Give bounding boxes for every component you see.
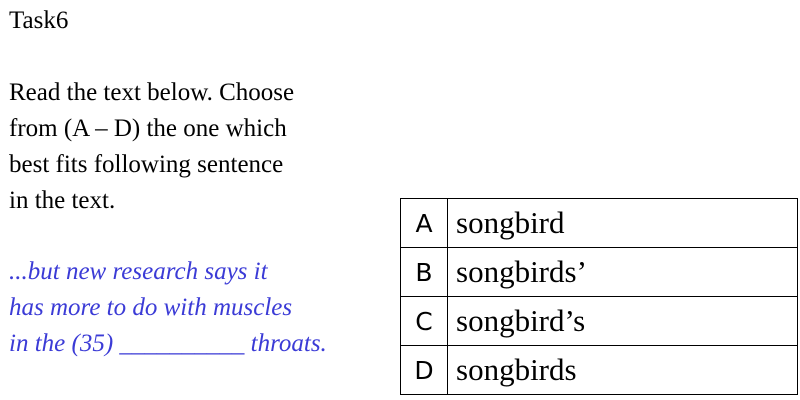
- excerpt-line: in the (35) __________ throats.: [9, 330, 327, 357]
- task-title: Task6: [9, 7, 69, 34]
- option-letter: D: [401, 346, 448, 395]
- option-text: songbirds: [448, 346, 798, 395]
- excerpt-line: has more to do with muscles: [9, 294, 293, 321]
- option-letter: B: [401, 248, 448, 297]
- instructions-line: from (A – D) the one which: [9, 115, 287, 142]
- option-text: songbird’s: [448, 297, 798, 346]
- option-row-a[interactable]: [401, 199, 798, 248]
- answer-options-table: [400, 198, 798, 395]
- instructions-line: Read the text below. Choose: [9, 79, 295, 106]
- instructions-line: in the text.: [9, 187, 116, 214]
- excerpt-line: ...but new research says it: [9, 258, 268, 285]
- option-row-d[interactable]: [401, 346, 798, 395]
- instructions-line: best fits following sentence: [9, 151, 284, 178]
- option-row-c[interactable]: [401, 297, 798, 346]
- option-text: songbird: [448, 199, 798, 248]
- option-text: songbirds’: [448, 248, 798, 297]
- sentence-excerpt: [9, 254, 327, 362]
- instructions-text: [9, 75, 389, 219]
- option-row-b[interactable]: [401, 248, 798, 297]
- option-letter: C: [401, 297, 448, 346]
- option-letter: A: [401, 199, 448, 248]
